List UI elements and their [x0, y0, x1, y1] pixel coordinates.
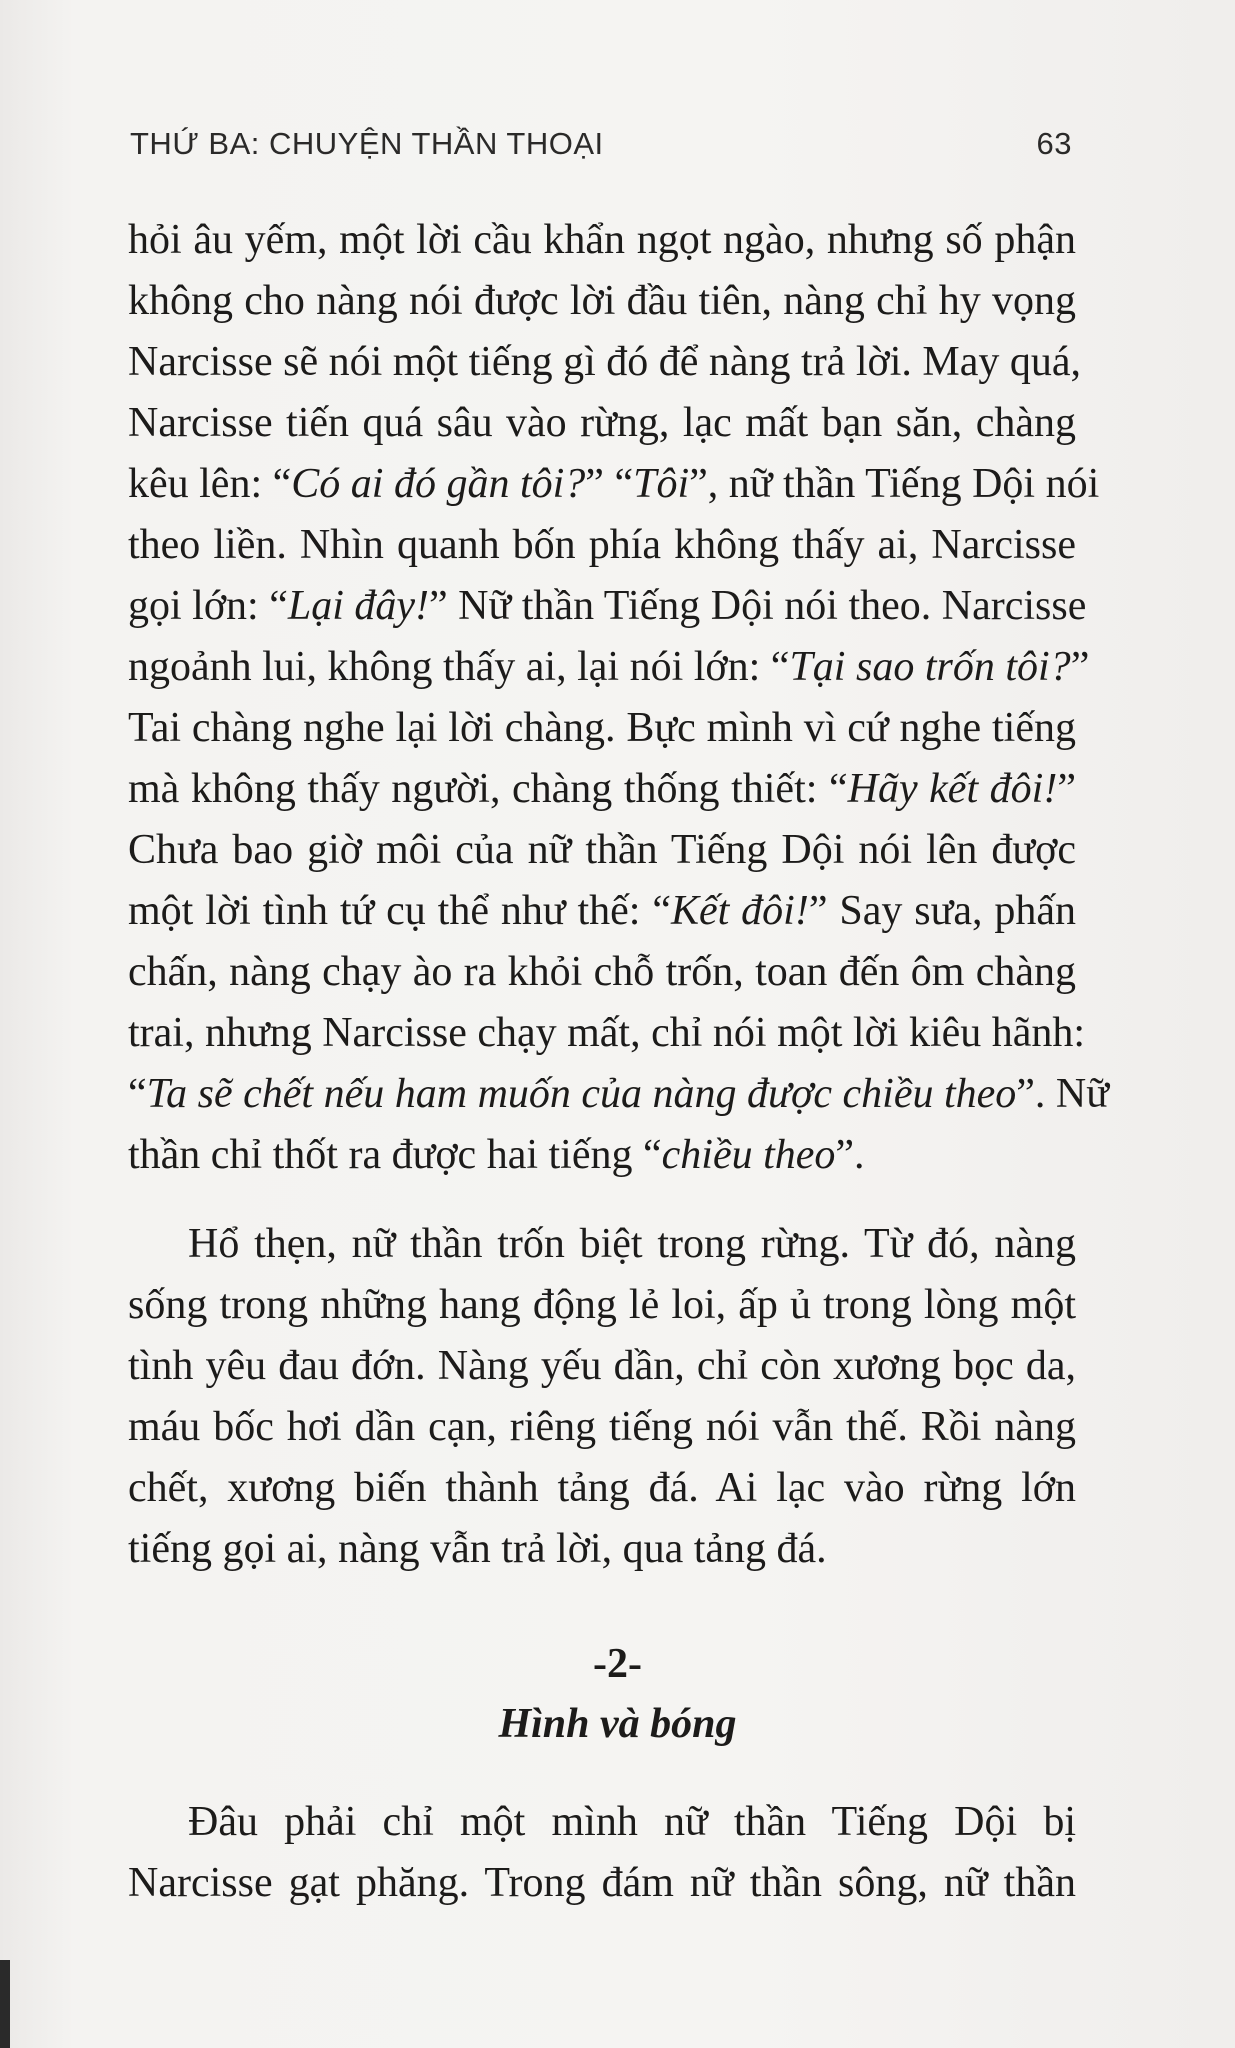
- section-number: -2-: [593, 1641, 642, 1687]
- text-line: Narcisse sẽ nói một tiếng gì đó để nàng trả lời. May quá,: [128, 339, 1081, 385]
- text-line: Hổ thẹn, nữ thần trốn biệt trong rừng. Từ đó, nàng: [188, 1221, 1076, 1267]
- text-line: sống trong những hang động lẻ loi, ấp ủ trong lòng một: [128, 1282, 1076, 1328]
- body-text-continued: [128, 1792, 1076, 1914]
- text-line: kêu lên: “Có ai đó gần tôi?” “Tôi”, nữ thần Tiếng Dội nói: [128, 461, 1100, 507]
- page-number: 63: [1036, 126, 1072, 161]
- text-line: Narcisse tiến quá sâu vào rừng, lạc mất bạn săn, chàng: [128, 400, 1076, 446]
- text-line: tình yêu đau đớn. Nàng yếu dần, chỉ còn xương bọc da,: [128, 1343, 1076, 1389]
- quoted-speech: Ta sẽ chết nếu ham muốn của nàng được chiều theo: [146, 1071, 1017, 1117]
- text-line: chấn, nàng chạy ào ra khỏi chỗ trốn, toan đến ôm chàng: [128, 949, 1076, 995]
- quoted-speech: Kết đôi!: [670, 888, 809, 934]
- quoted-speech: chiều theo: [661, 1132, 836, 1178]
- text-line: thần chỉ thốt ra được hai tiếng “chiều theo”.: [128, 1132, 865, 1178]
- text-line: không cho nàng nói được lời đầu tiên, nàng chỉ hy vọng: [128, 278, 1076, 324]
- quoted-speech: Tại sao trốn tôi?: [789, 644, 1071, 690]
- text-line: chết, xương biến thành tảng đá. Ai lạc vào rừng lớn: [128, 1465, 1076, 1511]
- text-line: Đâu phải chỉ một mình nữ thần Tiếng Dội bị: [188, 1799, 1076, 1845]
- body-text: [128, 210, 1110, 1580]
- quoted-speech: Tôi: [633, 461, 690, 507]
- text-line: hỏi âu yếm, một lời cầu khẩn ngọt ngào, nhưng số phận: [128, 217, 1076, 263]
- page-edge-shadow: [0, 1960, 10, 2048]
- text-line: tiếng gọi ai, nàng vẫn trả lời, qua tảng đá.: [128, 1526, 827, 1572]
- text-line: “Ta sẽ chết nếu ham muốn của nàng được chiều theo”. Nữ: [128, 1071, 1110, 1117]
- section-title: Hình và bóng: [498, 1701, 737, 1747]
- text-line: Chưa bao giờ môi của nữ thần Tiếng Dội nói lên được: [128, 827, 1076, 873]
- text-line: theo liền. Nhìn quanh bốn phía không thấy ai, Narcisse: [128, 522, 1076, 568]
- paragraph-gap: [128, 1186, 1076, 1214]
- quoted-speech: Có ai đó gần tôi?: [291, 461, 586, 507]
- chapter-title: THỨ BA: CHUYỆN THẦN THOẠI: [130, 126, 604, 161]
- text-line: Narcisse gạt phăng. Trong đám nữ thần sông, nữ thần: [128, 1860, 1076, 1906]
- quoted-speech: Hãy kết đôi!: [847, 766, 1058, 812]
- text-line: gọi lớn: “Lại đây!” Nữ thần Tiếng Dội nói theo. Narcisse: [128, 583, 1087, 629]
- text-line: Tai chàng nghe lại lời chàng. Bực mình vì cứ nghe tiếng: [128, 705, 1076, 751]
- quoted-speech: Lại đây!: [287, 583, 430, 629]
- text-line: mà không thấy người, chàng thống thiết: “Hãy kết đôi!”: [128, 766, 1076, 812]
- text-line: trai, nhưng Narcisse chạy mất, chỉ nói một lời kiêu hãnh:: [128, 1010, 1086, 1056]
- running-header: [130, 122, 1072, 166]
- text-line: ngoảnh lui, không thấy ai, lại nói lớn: “Tại sao trốn tôi?”: [128, 644, 1090, 690]
- text-line: một lời tình tứ cụ thể như thế: “Kết đôi!” Say sưa, phấn: [128, 888, 1076, 934]
- text-line: máu bốc hơi dần cạn, riêng tiếng nói vẫn thế. Rồi nàng: [128, 1404, 1076, 1450]
